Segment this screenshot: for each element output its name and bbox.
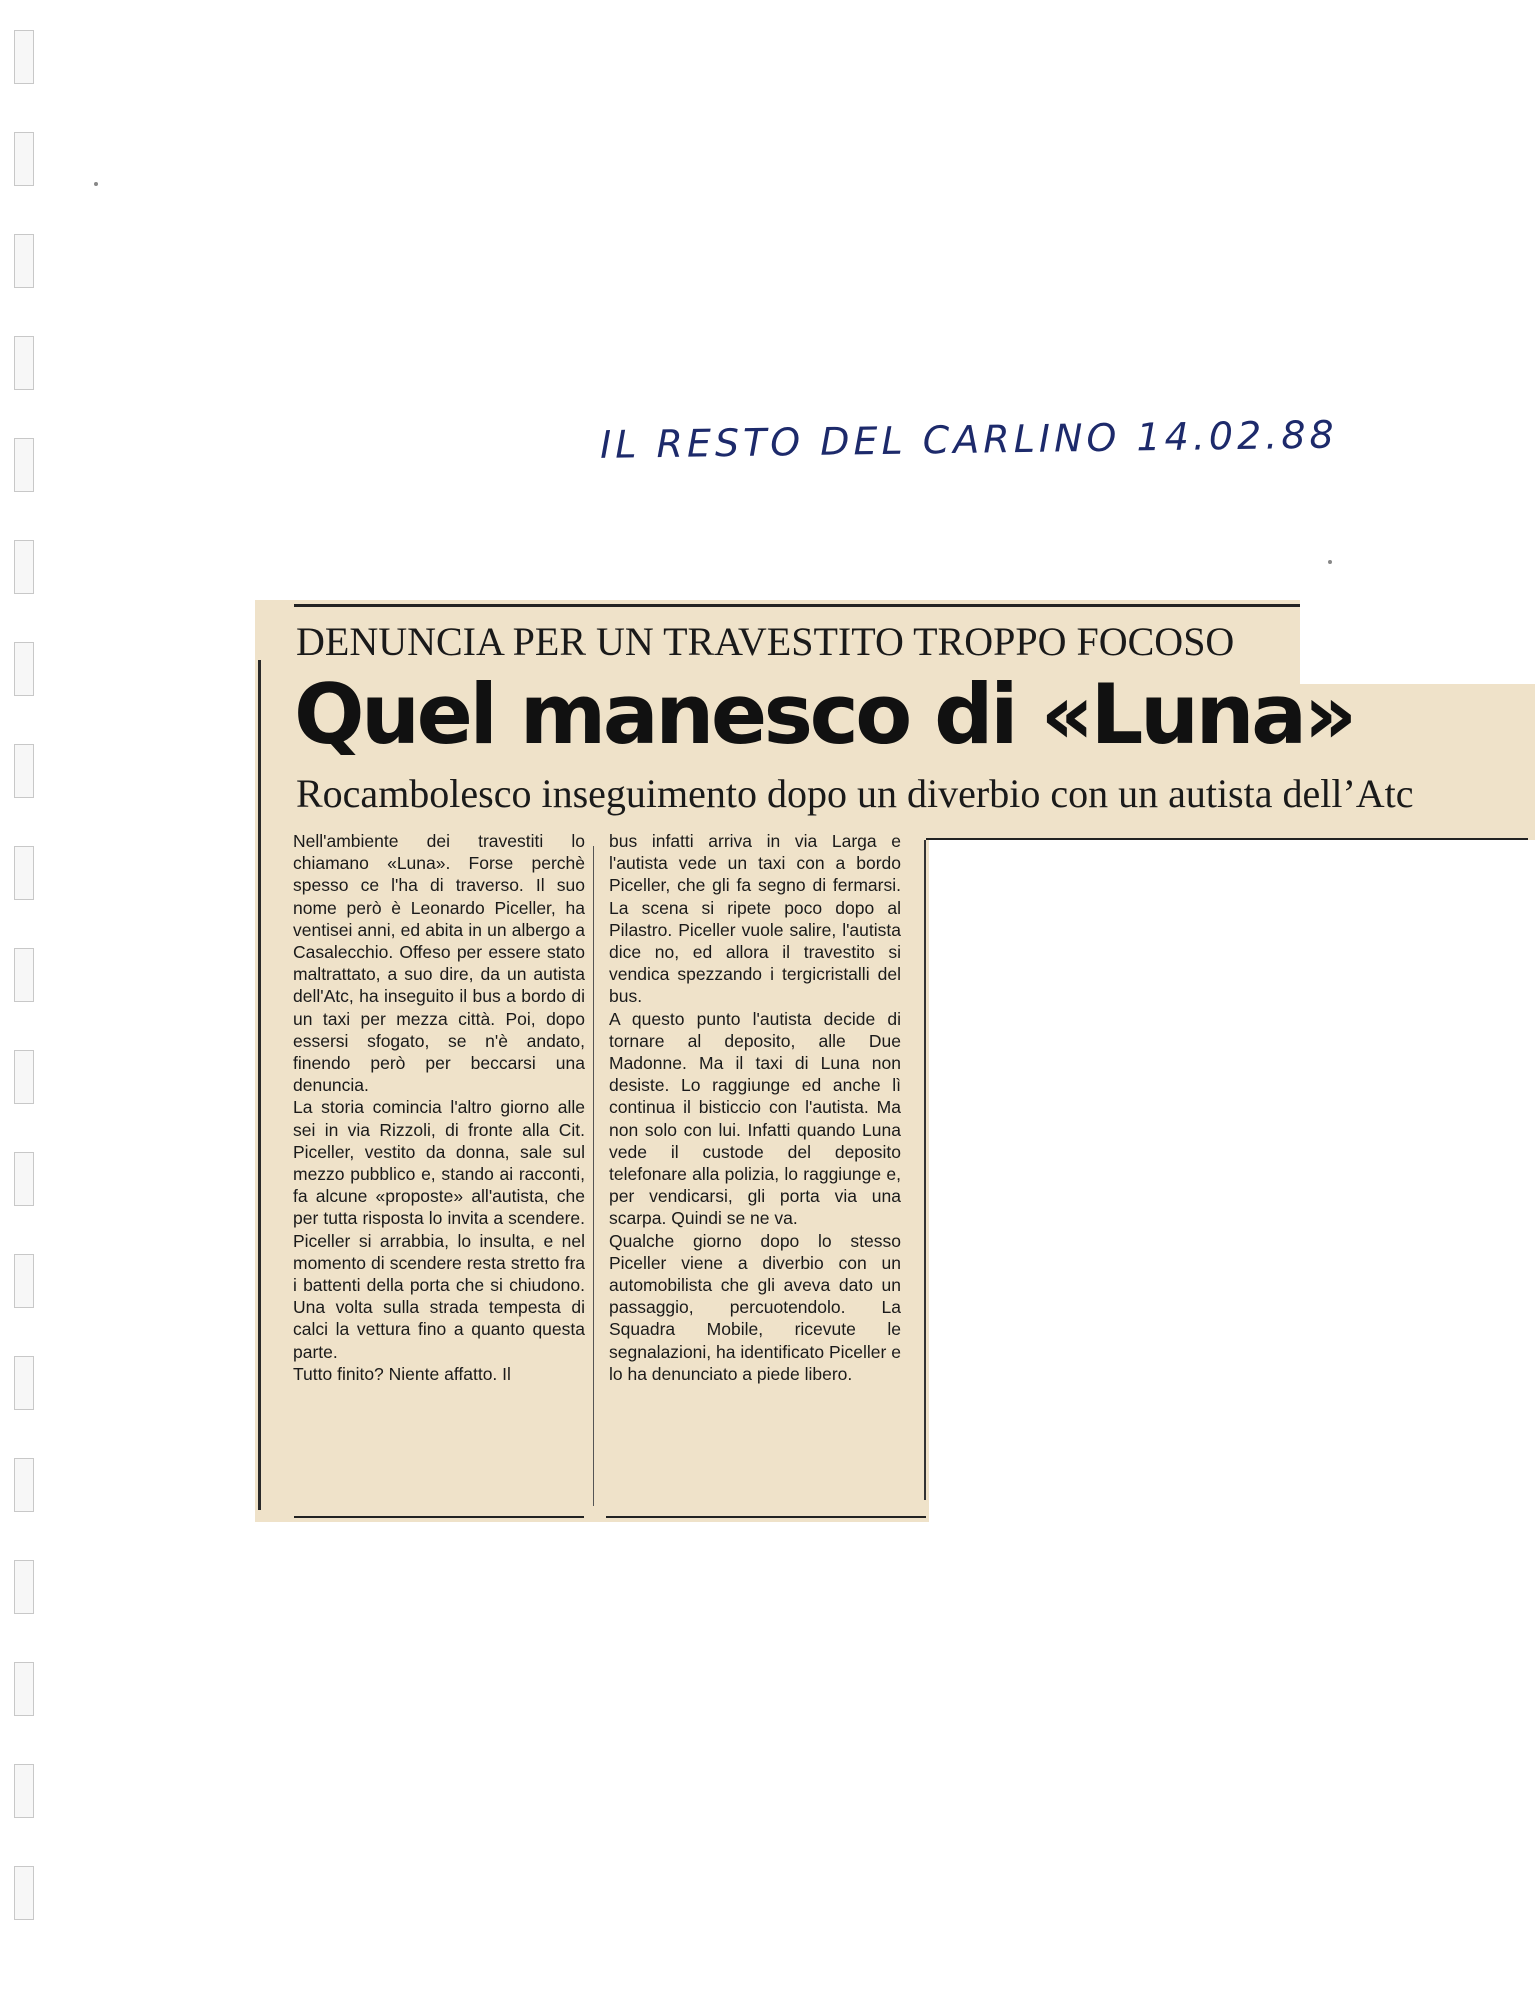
binder-hole [14,1254,34,1308]
binder-hole [14,948,34,1002]
article-kicker: DENUNCIA PER UN TRAVESTITO TROPPO FOCOSO [296,619,1235,664]
binder-hole [14,1866,34,1920]
column-separator [593,846,594,1506]
binder-hole [14,1458,34,1512]
paper-speck [94,182,98,186]
top-rule [294,604,1300,607]
binder-hole [14,1560,34,1614]
binder-hole [14,846,34,900]
binder-hole [14,1152,34,1206]
article-subheadline: Rocambolesco inseguimento dopo un diverbio con un autista dell’Atc [296,771,1414,816]
binder-hole [14,438,34,492]
binder-hole [14,1356,34,1410]
article-paragraph: Tutto finito? Niente affatto. Il [293,1363,511,1384]
clipping-left-border [258,660,261,1510]
subhead-rule-right [1248,838,1528,840]
binder-hole [14,234,34,288]
handwritten-source-note: IL RESTO DEL CARLINO 14.02.88 [599,412,1338,467]
paper-speck [1328,560,1332,564]
binder-hole [14,1050,34,1104]
bottom-rule-left [294,1516,584,1518]
binder-hole [14,132,34,186]
article-paragraph: bus infatti arriva in via Larga e l'autista vede un taxi con a bordo Piceller, che gli fa segno di fermarsi. La scena si ripete poco dopo al Pilastro. Piceller vuole salire, l'autista dice no, ed allora il travestito si vendica spezzando i tergicristalli del bus. [609,831,901,1007]
article-headline: Quel manesco di «Luna» [294,666,1354,763]
clipping-right-border [924,840,926,1500]
bottom-rule-right [606,1516,926,1518]
article-paragraph: Nell'ambiente dei travestiti lo chiamano «Luna». Forse perchè spesso ce l'ha di traverso. Il suo nome però è Leonardo Piceller, ha ventisei anni, ed abita in un albergo a Casalecchio. Offeso per essere stato maltrattato, a suo dire, da un autista dell'Atc, ha inseguito il bus a bordo di un taxi per mezza città. Poi, dopo essersi sfogato, se n'è andato, finendo però per beccarsi una denuncia. [293,831,585,1096]
binder-hole [14,1662,34,1716]
article-paragraph: A questo punto l'autista decide di tornare al deposito, alle Due Madonne. Ma il taxi di Luna non desiste. Lo raggiunge ed anche lì continua il bisticcio con l'autista. Ma non solo con lui. Infatti quando Luna vede il custode del deposito telefonare alla polizia, lo raggiunge e, per vendicarsi, gli porta via una scarpa. Quindi se ne va. [609,1008,901,1229]
article-column-1 [293,830,585,1385]
binder-hole [14,1764,34,1818]
binder-hole [14,540,34,594]
binder-hole [14,336,34,390]
subhead-rule-left [926,838,1256,840]
binder-hole [14,744,34,798]
article-paragraph: La storia comincia l'altro giorno alle sei in via Rizzoli, di fronte alla Cit. Piceller, vestito da donna, sale sul mezzo pubblico e, stando ai racconti, fa alcune «proposte» all'autista, che per tutta risposta lo invita a scendere. Piceller si arrabbia, lo insulta, e nel momento di scendere resta stretto fra i battenti della porta che si chiudono. Una volta sulla strada tempesta di calci la vettura fino a quanto questa parte. [293,1097,585,1362]
article-column-2 [609,830,901,1385]
binder-hole [14,30,34,84]
article-paragraph: Qualche giorno dopo lo stesso Piceller viene a diverbio con un automobilista che gli aveva dato un passaggio, percuotendolo. La Squadra Mobile, ricevute le segnalazioni, ha identificato Piceller e lo ha denunciato a piede libero. [609,1230,901,1384]
binder-hole [14,642,34,696]
